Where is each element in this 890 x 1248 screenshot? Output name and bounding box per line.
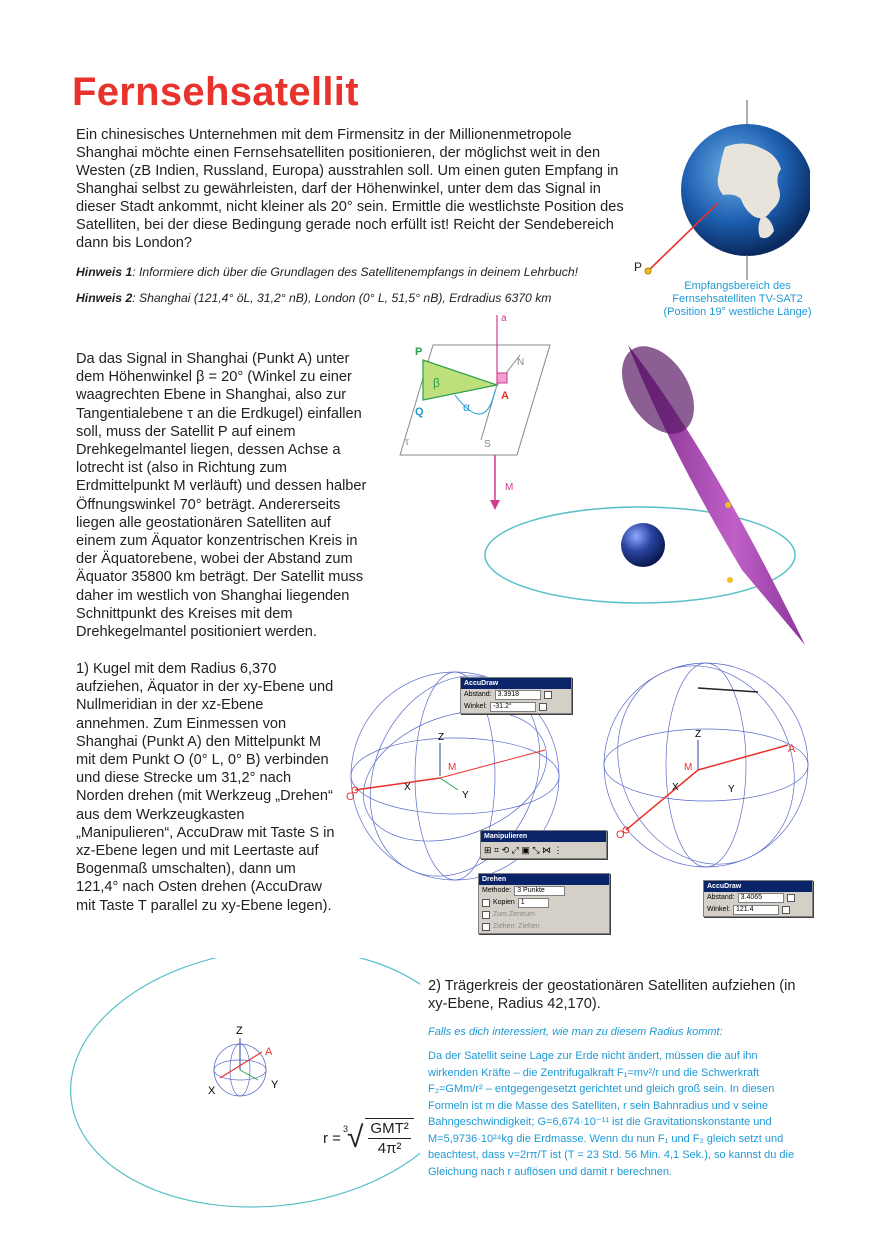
formula-root-index: 3 [342,1124,348,1134]
label-beta: β [433,376,440,390]
meridian [666,663,746,867]
methode-label: Methode: [482,887,512,894]
hint-1 [76,265,578,279]
ziehen-label: Ziehen: Ziehen [493,923,540,930]
manipulieren-toolbar[interactable] [480,830,607,859]
lock-checkbox[interactable] [539,703,547,711]
cone-diagram [480,330,820,650]
abstand-field[interactable]: 3.4065 [738,893,784,903]
step-2-paragraph: 2) Trägerkreis der geostationären Satelliten aufziehen (in xy-Ebene, Radius 42,170). [428,978,796,1013]
earth-globe-figure [630,95,810,285]
cyan-line: Da der Satellit seine Lage zur Erde nicht ändert, müssen die auf ihn [428,1050,758,1062]
hint-2 [76,291,551,305]
ziehen-checkbox[interactable] [482,923,490,931]
formula-lhs: r = [323,1129,341,1147]
cyan-line: M=5,9736·10²⁴kg die Erdmasse. Wenn du nun F₁ und F₂ gleich setzt und [428,1132,784,1145]
label-a-point: A [501,390,509,402]
tool-icons[interactable]: ⊞ ⌗ ⟲ ⤢ ▣ ⤡ ⋈ ⋮ [484,845,563,855]
cyan-line: Bahngeschwindigkeit; G=6,674·10⁻¹¹ ist die Gravitationskonstante und [428,1116,772,1128]
intersection-point [727,577,733,583]
label-s: S [484,439,491,450]
label-o: O [346,791,355,803]
dialog-title: AccuDraw [704,881,812,892]
label-x: X [404,782,411,793]
zentrum-label: Zum Zentrum [493,911,536,918]
radius-ma [220,1052,262,1078]
accudraw-dialog[interactable] [460,677,572,714]
winkel-label: Winkel: [464,703,487,710]
winkel-field[interactable]: 121.4 [733,905,779,915]
label-x: X [208,1085,216,1097]
y-axis [440,778,458,790]
globe-caption-line: (Position 19° westliche Länge) [663,306,812,318]
label-a: a [501,313,507,324]
lock-checkbox[interactable] [544,691,552,699]
accudraw-dialog[interactable] [703,880,813,917]
cyan-line: beachtest, dass v=2rπ/T ist (T = 23 Std. 56 Min. 4,1 Sek.), so kannst du die [428,1149,795,1161]
label-m: M [448,762,457,773]
cyan-line: F₂=GMm/r² – entgegengesetzt gerichtet und gleich groß sein. In diesen [428,1083,775,1095]
label-m: M [684,762,693,773]
geostationary-orbit-figure [60,958,420,1228]
label-x: X [672,782,679,793]
globe-caption-line: Empfangsbereich des [684,280,791,292]
cyan-heading: Falls es dich interessiert, wie man zu diesem Radius kommt: [428,1026,723,1038]
label-p: P [415,346,423,358]
label-alpha: α [463,400,470,414]
hint-2-label: Hinweis 2 [76,291,133,305]
methode-select[interactable]: 3 Punkte [514,886,565,896]
radius-mo [626,770,698,830]
label-y: Y [271,1079,279,1091]
winkel-label: Winkel: [707,906,730,913]
cone-opening [607,333,709,446]
kopien-label: Kopien [493,899,515,906]
radius-ma [698,745,788,770]
label-y: Y [462,790,469,801]
satellite-point-p [645,268,651,274]
dialog-title: Drehen [479,874,609,885]
hint-1-label: Hinweis 1 [76,265,133,279]
label-q: Q [415,406,424,418]
globe-caption-line: Fernsehsatelliten TV-SAT2 [672,293,803,305]
abstand-field[interactable]: 3.3918 [495,690,541,700]
step-1-paragraph: 1) Kugel mit dem Radius 6,370 aufziehen, Äquator in der xy-Ebene und Nullmeridian in der xz-Ebene annehmen. Zum Einmessen von Shanghai (Punkt A) den Mittelpunkt M mit dem Punkt O (0° L, 0° B) verbinden und diese Strecke um 31,2° nach Norden drehen (mit Werkzeug „Drehen“ aus dem Werkzeugkasten „Manipulieren“, AccuDraw mit Taste S in xz-Ebene legen und mit Leertaste auf Bogenmaß umschalten), dann um 121,4° nach Osten drehen (AccuDraw mit Taste T parallel zu xy-Ebene legen). [76,661,335,914]
cyan-line: Formeln ist m die Masse des Satelliten, r sein Bahnradius und v seine [428,1099,768,1112]
cyan-line: Gleichung nach r auflösen und damit r berechnen. [428,1165,672,1178]
label-z: Z [438,732,445,743]
earth-ball [621,523,665,567]
orbit-circle [60,958,420,1226]
radius-formula [323,1118,414,1158]
label-z: Z [695,729,702,740]
cyan-explanation [428,1048,828,1180]
label-a: A [265,1046,273,1058]
rotation-line [698,688,758,692]
label-n: N [517,357,525,368]
abstand-label: Abstand: [707,894,735,901]
label-y: Y [728,784,735,795]
lock-checkbox[interactable] [782,906,790,914]
zentrum-checkbox[interactable] [482,911,490,919]
dialog-title: AccuDraw [461,678,571,689]
sphere-outline [604,663,808,867]
formula-numerator: GMT² [370,1120,409,1137]
intro-paragraph: Ein chinesisches Unternehmen mit dem Firmensitz in der Millionenmetropole Shanghai möchte einen Fernsehsatelliten positionieren, der möglichst weit in den Westen (zB Indien, Russland, Europa) ausstrahlen soll. Um einen guten Empfang in Shanghai selbst zu gewährleisten, darf der Höhenwinkel, unter dem das Signal in dieser Stadt ankommt, nicht kleiner als 20° sein. Ermittle die westlichste Position des Satelliten, bei der diese Bedingung gerade noch erfüllt ist! Reicht der Sendebereich dann bis London? [76,127,624,251]
abstand-label: Abstand: [464,691,492,698]
wire-sphere-right [588,660,828,875]
globe-caption [655,280,820,319]
intersection-point [725,502,731,508]
hint-1-text: : Informiere dich über die Grundlagen des Satellitenempfangs in deinem Lehrbuch! [132,265,579,279]
label-z: Z [236,1025,243,1037]
y-axis [240,1070,258,1080]
label-p: P [634,260,643,274]
explanation-paragraph: Da das Signal in Shanghai (Punkt A) unter dem Höhenwinkel β = 20° (Winkel zu einer waagrechten Ebene in Shanghai, also zur Tangentialebene τ an die Erdkugel) einfallen soll, muss der Satellit P auf einem Drehkegelmantel liegen, dessen Achse a lotrecht ist (also in Richtung zum Erdmittelpunkt M verläuft) und dessen halber Öffnungswinkel 70° beträgt. Andererseits liegen alle geostationären Satelliten auf einem zum Äquator konzentrischen Kreis in der Äquatorebene, wobei der Abstand zum Äquator 35800 km beträgt. Der Satellit muss daher im westlich von Shanghai liegenden Schnittpunkt des Kreises mit dem Drehkegelmantel positioniert werden. [76,351,367,641]
radius-mo [355,778,440,790]
formula-denominator: 4π² [377,1140,402,1157]
formula-fraction [365,1118,413,1158]
kopien-checkbox[interactable] [482,899,490,907]
hint-2-text: : Shanghai (121,4° öL, 31,2° nB), London (0° L, 51,5° nB), Erdradius 6370 km [132,291,552,305]
lock-checkbox[interactable] [787,894,795,902]
drehen-dialog[interactable] [478,873,610,934]
label-tau: τ [405,437,409,448]
kopien-field[interactable]: 1 [518,898,549,908]
radical-sign: √ [346,1121,364,1154]
toolbar-title: Manipulieren [481,831,606,842]
label-o: O [616,829,625,841]
equator [604,729,808,801]
cyan-line: wirkenden Kräfte – die Zentrifugalkraft F₁=mv²/r und die Schwerkraft [428,1066,760,1079]
page-title: Fernsehsatellit [72,70,359,114]
label-a: A [788,743,796,755]
label-m: M [505,482,514,493]
equator [351,738,559,814]
winkel-field[interactable]: -31.2° [490,702,536,712]
